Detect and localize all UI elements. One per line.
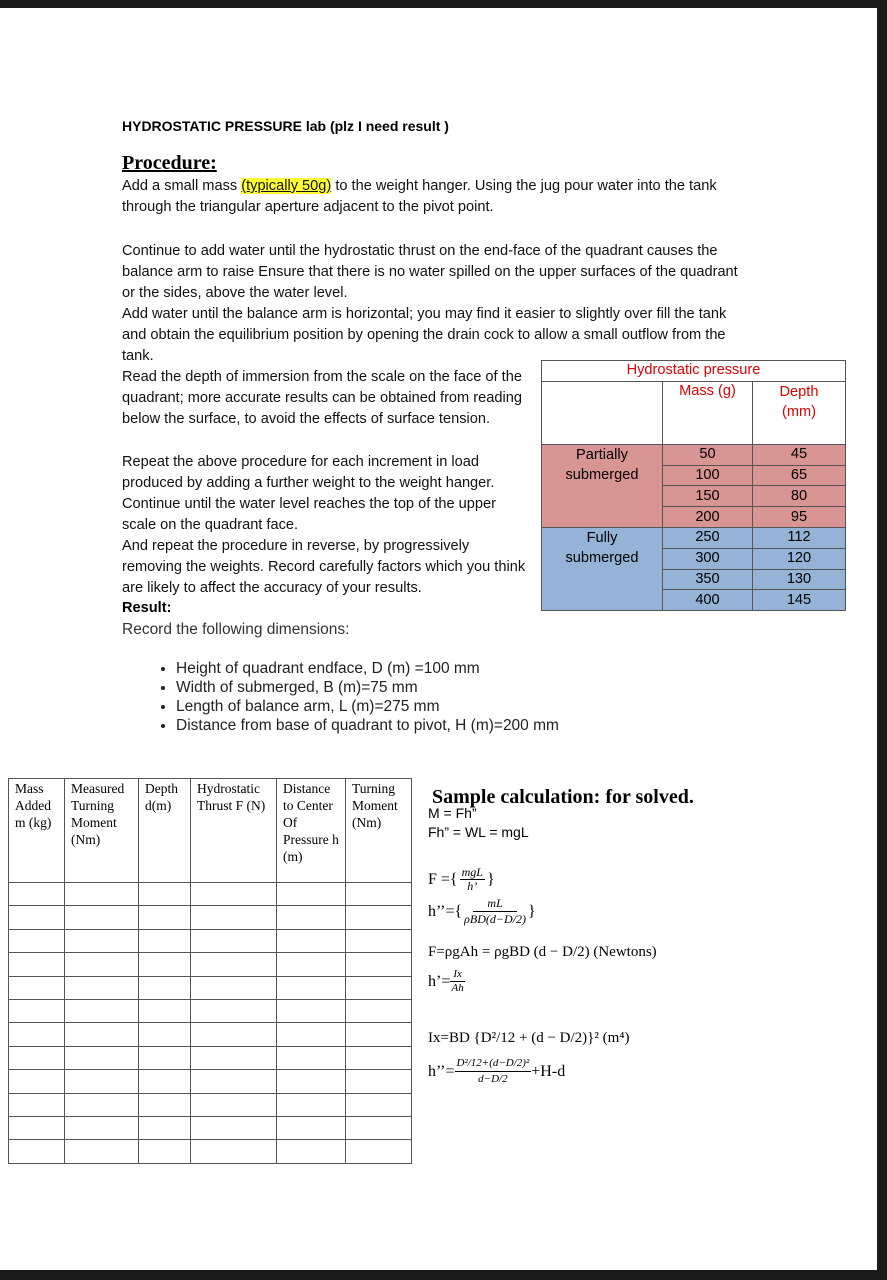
record-instruction: Record the following dimensions: xyxy=(122,621,350,638)
table-row xyxy=(9,953,412,976)
table-row xyxy=(9,906,412,929)
list-item: • Height of quadrant endface, D (m) =100 mm xyxy=(176,659,559,678)
fraction xyxy=(464,896,526,927)
procedure-paragraph-4: Read the depth of immersion from the scale on the face of the quadrant; more accurate results can be obtained from reading below the surface, to avoid the effects of surface tension. xyxy=(122,369,522,427)
depth-cell: 65 xyxy=(753,465,846,486)
table-row xyxy=(9,883,412,906)
table-row xyxy=(9,1093,412,1116)
mass-column-header: Mass (g) xyxy=(663,381,753,444)
depth-cell: 112 xyxy=(753,527,846,548)
list-item: • Distance from base of quadrant to pivot, H (m)=200 mm xyxy=(176,716,559,735)
eq-lhs: F ={ xyxy=(428,870,458,888)
p1-text-rest: to the weight hanger. Using the jug pour water into the tank through the triangular aperture adjacent to the pivot point. xyxy=(122,178,717,215)
procedure-paragraph-5: Repeat the above procedure for each increment in load produced by adding a further weight to the weight hanger. Continue until the water level reaches the top of the upper scale on the quadrant face. xyxy=(122,454,497,533)
mass-cell: 250 xyxy=(663,527,753,548)
mass-cell: 150 xyxy=(663,486,753,507)
mass-cell: 300 xyxy=(663,548,753,569)
equation-h-prime xyxy=(428,968,465,995)
equation-second-moment: Ix=BD {D²/12 + (d − D/2)}² (m⁴) xyxy=(428,1030,630,1046)
procedure-paragraph-3: Add water until the balance arm is horizontal; you may find it easier to slightly over fill the tank and obtain the equilibrium position by opening the drain cock to allow a small outflow from the tank. xyxy=(122,306,727,364)
page-title: HYDROSTATIC PRESSURE lab (plz I need result ) xyxy=(122,118,449,134)
mass-cell: 200 xyxy=(663,507,753,528)
table-row xyxy=(9,929,412,952)
results-table xyxy=(8,778,412,1164)
denominator: Ah xyxy=(451,982,464,994)
eq-rhs: +H-d xyxy=(531,1062,566,1080)
column-header: Measured Turning Moment (Nm) xyxy=(65,779,139,883)
procedure-heading: Procedure: xyxy=(122,152,217,174)
numerator: mgL xyxy=(461,865,483,879)
procedure-paragraph-1 xyxy=(122,176,747,218)
equation-moment: M = Fh” xyxy=(428,805,477,821)
depth-cell: 130 xyxy=(753,569,846,590)
column-header: Distance to Center Of Pressure h (m) xyxy=(277,779,346,883)
column-header: Hydrostatic Thrust F (N) xyxy=(191,779,277,883)
list-item: • Length of balance arm, L (m)=275 mm xyxy=(176,697,559,716)
mass-cell: 100 xyxy=(663,465,753,486)
depth-cell: 120 xyxy=(753,548,846,569)
fraction xyxy=(455,1056,532,1087)
list-item: • Width of submerged, B (m)=75 mm xyxy=(176,678,559,697)
eq-rhs: } xyxy=(528,902,536,920)
column-header: Turning Moment (Nm) xyxy=(346,779,412,883)
numerator: D²/12+(d−D/2)² xyxy=(455,1056,532,1072)
table-row xyxy=(9,999,412,1022)
column-header: Depth d(m) xyxy=(139,779,191,883)
hydrostatic-pressure-table xyxy=(541,360,846,611)
eq-lhs: h’’={ xyxy=(428,902,463,920)
equation-force xyxy=(428,866,495,893)
p1-text: Add a small mass xyxy=(122,178,242,194)
document-page xyxy=(0,8,877,1270)
procedure-paragraph-2: Continue to add water until the hydrostatic thrust on the end-face of the quadrant causes the balance arm to raise Ensure that there is no water spilled on the upper surfaces of the quadrant or the sides, above the water level. xyxy=(122,243,738,301)
table-row xyxy=(9,1140,412,1163)
empty-header-cell xyxy=(542,381,663,444)
mass-cell: 350 xyxy=(663,569,753,590)
equation-thrust: F=ρgAh = ρgBD (d − D/2) (Newtons) xyxy=(428,944,657,960)
equation-moment-expanded: Fh” = WL = mgL xyxy=(428,824,529,840)
eq-lhs: h’= xyxy=(428,972,451,990)
depth-cell: 145 xyxy=(753,590,846,611)
procedure-paragraph-6: And repeat the procedure in reverse, by progressively removing the weights. Record carefully factors which you think are likely to affect the accuracy of your results. xyxy=(122,538,526,596)
highlighted-mass: (typically 50g) xyxy=(241,178,332,194)
table-row xyxy=(9,1023,412,1046)
fraction xyxy=(460,866,485,893)
sample-calculation-heading: Sample calculation: for solved. xyxy=(432,786,694,808)
column-header: Mass Added m (kg) xyxy=(9,779,65,883)
eq-rhs: } xyxy=(486,870,495,888)
equation-center-of-pressure xyxy=(428,1056,565,1087)
result-heading: Result: xyxy=(122,600,172,616)
mass-cell: 50 xyxy=(663,444,753,465)
mass-cell: 400 xyxy=(663,590,753,611)
table-row xyxy=(9,1046,412,1069)
depth-cell: 45 xyxy=(753,444,846,465)
table-row xyxy=(9,1116,412,1139)
denominator: h’ xyxy=(467,879,478,893)
denominator: ρBD(d−D/2) xyxy=(464,912,527,926)
table-row xyxy=(9,1070,412,1093)
numerator: Ix xyxy=(450,968,465,982)
table-row xyxy=(9,976,412,999)
dimensions-list xyxy=(148,659,559,735)
eq-lhs: h’’= xyxy=(428,1062,455,1080)
numerator: mL xyxy=(473,896,516,912)
table-title: Hydrostatic pressure xyxy=(542,361,846,382)
depth-cell: 80 xyxy=(753,486,846,507)
depth-column-header: Depth (mm) xyxy=(753,381,846,444)
fully-submerged-label: Fully submerged xyxy=(542,527,663,610)
partially-submerged-label: Partially submerged xyxy=(542,444,663,527)
denominator: d−D/2 xyxy=(478,1073,508,1085)
fraction xyxy=(450,968,465,995)
equation-h-double-prime xyxy=(428,896,536,927)
depth-cell: 95 xyxy=(753,507,846,528)
